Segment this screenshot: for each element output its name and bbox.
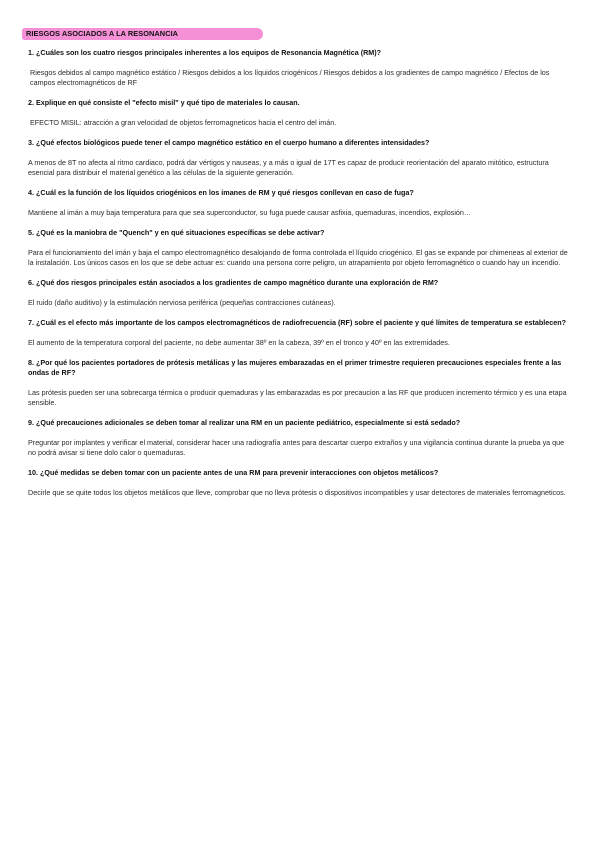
question-list	[28, 48, 573, 498]
question-item	[28, 98, 573, 128]
question-item	[28, 138, 573, 178]
question-item	[28, 418, 573, 458]
question-text: 8. ¿Por qué los pacientes portadores de prótesis metálicas y las mujeres embarazadas en el primer trimestre requieren precauciones especiales frente a las ondas de RF?	[28, 358, 562, 377]
question-text: 2. Explique en qué consiste el "efecto misil" y qué tipo de materiales lo causan.	[28, 98, 300, 107]
question-text: 1. ¿Cuáles son los cuatro riesgos principales inherentes a los equipos de Resonancia Magnética (RM)?	[28, 48, 382, 57]
question-item	[28, 318, 573, 348]
question-item	[28, 48, 573, 88]
question-item	[28, 188, 573, 218]
question-text: 7. ¿Cuál es el efecto más importante de los campos electromagnéticos de radiofrecuencia (RF) sobre el paciente y qué límites de temperatura se establecen?	[28, 318, 567, 327]
question-text: 10. ¿Qué medidas se deben tomar con un paciente antes de una RM para prevenir interacciones con objetos metálicos?	[28, 468, 439, 477]
question-item	[28, 278, 573, 308]
answer-text: Las prótesis pueden ser una sobrecarga térmica o producir quemaduras y las embarazadas es por precaucion a las RF que producen incremento térmico y es una etapa sensible.	[28, 388, 567, 407]
answer-text: Mantiene al imán a muy baja temperatura para que sea superconductor, su fuga puede causar asfixia, quemaduras, incendios, explosión…	[28, 208, 472, 217]
question-item	[28, 468, 573, 498]
answer-text: EFECTO MISIL: atracción a gran velocidad de objetos ferromagneticos hacia el centro del imán.	[30, 118, 337, 127]
question-item	[28, 228, 573, 268]
question-text: 5. ¿Qué es la maniobra de "Quench" y en qué situaciones específicas se debe activar?	[28, 228, 325, 237]
answer-text: Preguntar por implantes y verificar el material, considerar hacer una radiografía antes para descartar cuerpo extraños y una vigilancia continua durante la prueba ya que no podrá avisar si tiene dolo calor o quemaduras.	[28, 438, 565, 457]
answer-text: Decirle que se quite todos los objetos metálicos que lleve, comprobar que no lleva prótesis o dispositivos incompatibles y usar detectores de materiales ferromagneticos.	[28, 488, 566, 497]
answer-text: A menos de 8T no afecta al ritmo cardiaco, podrá dar vértigos y nauseas, y a más o igual de 17T es capaz de producir reorientación del aparato mitótico, estructura esencial para distribuir el material genético a las células de la siguiente generación.	[28, 158, 549, 177]
question-item	[28, 358, 573, 408]
section-title-highlight	[22, 28, 263, 40]
question-text: 9. ¿Qué precauciones adicionales se deben tomar al realizar una RM en un paciente pediátrico, especialmente si está sedado?	[28, 418, 461, 427]
answer-text: El ruido (daño auditivo) y la estimulación nerviosa periférica (pequeñas contracciones cutáneas).	[28, 298, 336, 307]
answer-text: El aumento de la temperatura corporal del paciente, no debe aumentar 38º en la cabeza, 39º en el tronco y 40º en las extremidades.	[28, 338, 450, 347]
question-text: 4. ¿Cuál es la función de los líquidos criogénicos en los imanes de RM y qué riesgos conllevan en caso de fuga?	[28, 188, 414, 197]
answer-text: Riesgos debidos al campo magnético estático / Riesgos debidos a los líquidos criogénicos / Riesgos debidos a los gradientes de campo magnético / Efectos de los campos electromagnéticos de RF	[30, 68, 550, 87]
question-text: 3. ¿Qué efectos biológicos puede tener el campo magnético estático en el cuerpo humano a diferentes intensidades?	[28, 138, 430, 147]
section-title: RIESGOS ASOCIADOS A LA RESONANCIA	[26, 29, 179, 38]
question-text: 6. ¿Qué dos riesgos principales están asociados a los gradientes de campo magnético durante una exploración de RM?	[28, 278, 439, 287]
answer-text: Para el funcionamiento del imán y baja el campo electromagnético desalojando de forma controlada el líquido criogénico. El gas se expande por chimeneas al exterior de la instalación. Los únicos casos en los que se debe actuar es: cuando una persona corre peligro, un atrapamiento por objeto ferromagnético o cuando hay un incendio.	[28, 248, 568, 267]
